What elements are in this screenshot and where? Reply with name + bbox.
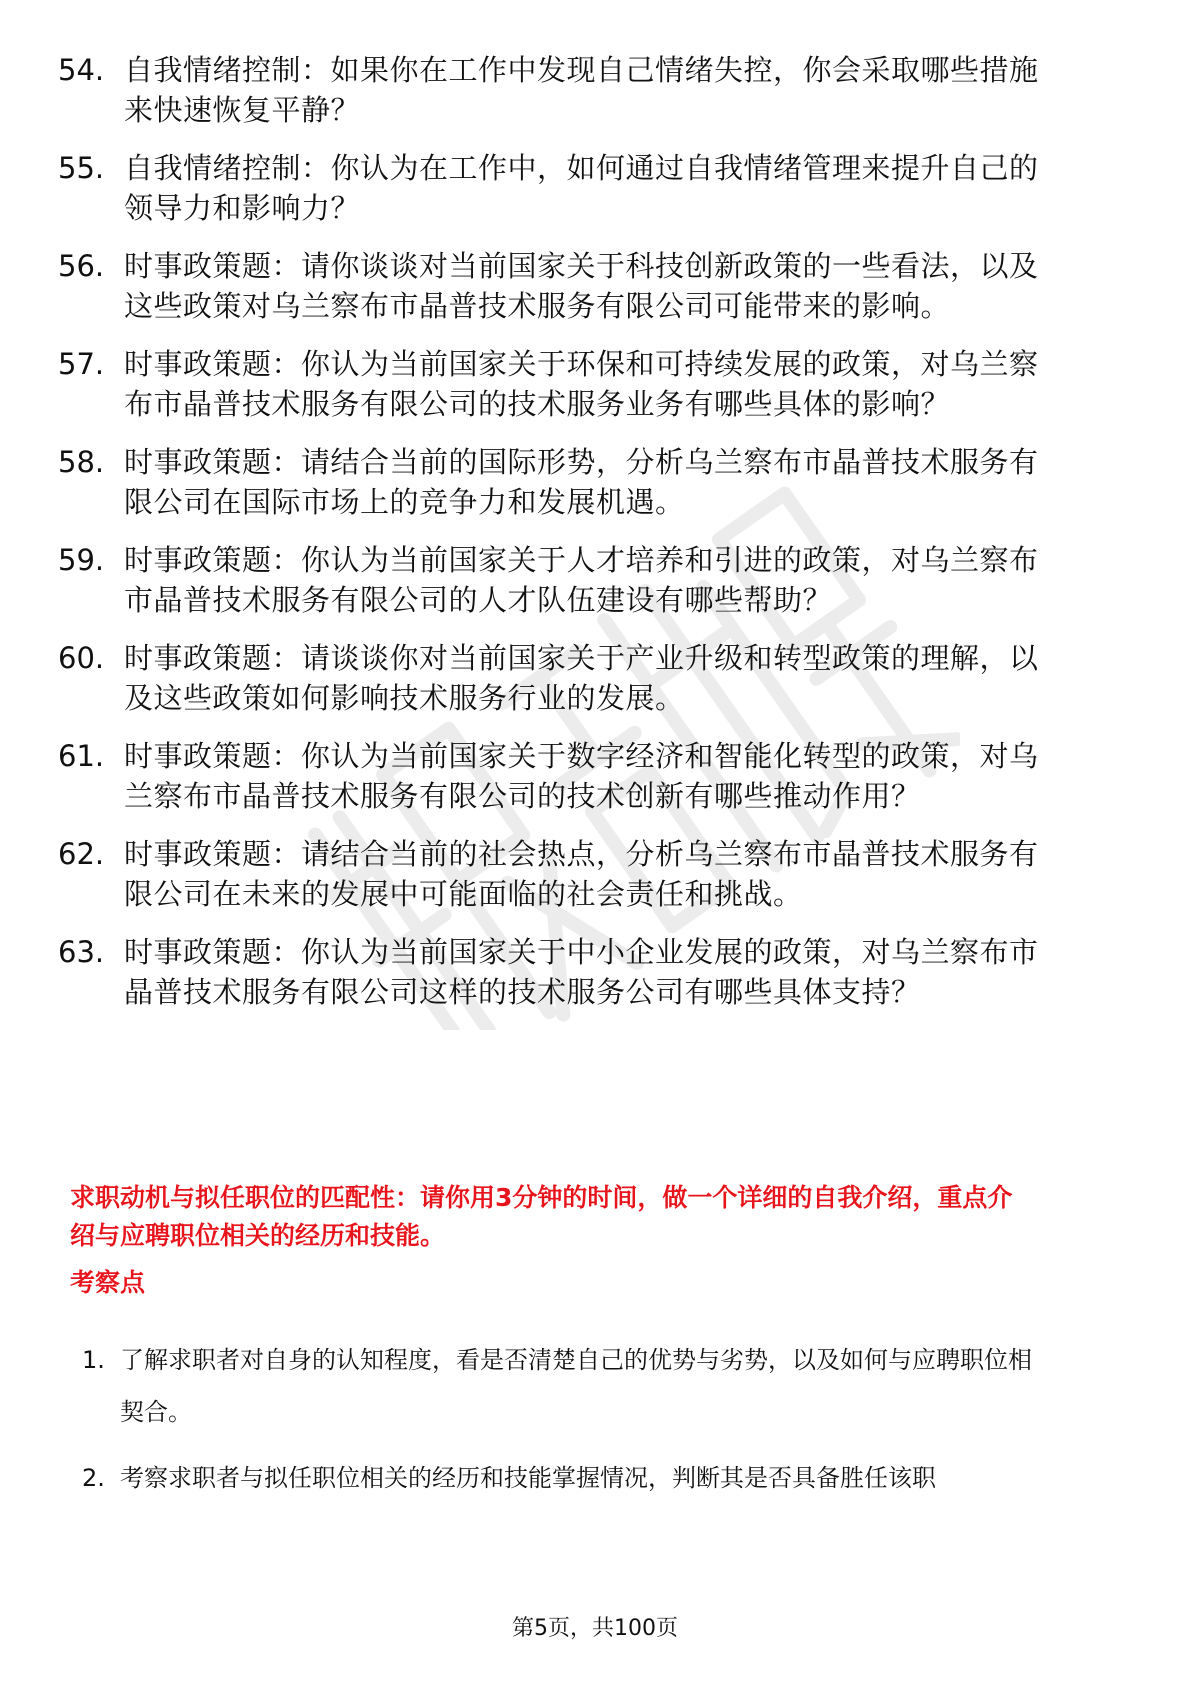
question-item — [0, 638, 1190, 718]
question-item — [0, 50, 1190, 130]
question-item — [0, 932, 1190, 1012]
question-number: 58. — [58, 445, 105, 479]
question-item — [0, 736, 1190, 816]
question-item — [0, 344, 1190, 424]
focus-point-text: 了解求职者对自身的认知程度，看是否清楚自己的优势与劣势，以及如何与应聘职位相契合。 — [120, 1346, 1032, 1426]
question-text: 自我情绪控制：你认为在工作中，如何通过自我情绪管理来提升自己的领导力和影响力？ — [124, 151, 1039, 225]
question-item — [0, 246, 1190, 326]
question-item — [0, 540, 1190, 620]
question-number: 55. — [58, 151, 105, 185]
focus-point-number: 2. — [82, 1464, 105, 1492]
question-item — [0, 148, 1190, 228]
question-text: 时事政策题：你认为当前国家关于中小企业发展的政策，对乌兰察布市晶普技术服务有限公司这样的技术服务公司有哪些具体支持？ — [124, 935, 1039, 1009]
question-text: 时事政策题：你认为当前国家关于人才培养和引进的政策，对乌兰察布市晶普技术服务有限公司的人才队伍建设有哪些帮助？ — [124, 543, 1039, 617]
question-item — [0, 442, 1190, 522]
focus-heading: 考察点 — [70, 1268, 146, 1297]
question-text: 时事政策题：请结合当前的国际形势，分析乌兰察布市晶普技术服务有限公司在国际市场上的竞争力和发展机遇。 — [124, 445, 1039, 519]
question-number: 63. — [58, 935, 105, 969]
focus-point-text: 考察求职者与拟任职位相关的经历和技能掌握情况，判断其是否具备胜任该职 — [120, 1464, 936, 1492]
question-number: 59. — [58, 543, 105, 577]
question-text: 时事政策题：你认为当前国家关于数字经济和智能化转型的政策，对乌兰察布市晶普技术服务有限公司的技术创新有哪些推动作用？ — [124, 739, 1039, 813]
question-item — [0, 834, 1190, 914]
question-number: 54. — [58, 53, 105, 87]
focus-point-list — [0, 1334, 1190, 1518]
question-text: 时事政策题：请结合当前的社会热点，分析乌兰察布市晶普技术服务有限公司在未来的发展中可能面临的社会责任和挑战。 — [124, 837, 1039, 911]
question-text: 时事政策题：请谈谈你对当前国家关于产业升级和转型政策的理解，以及这些政策如何影响技术服务行业的发展。 — [124, 641, 1039, 715]
question-number: 60. — [58, 641, 105, 675]
focus-point — [0, 1334, 1190, 1438]
focus-point — [0, 1452, 1190, 1504]
page-footer: 第5页，共100页 — [512, 1616, 678, 1641]
question-number: 62. — [58, 837, 105, 871]
question-number: 61. — [58, 739, 105, 773]
question-number: 57. — [58, 347, 105, 381]
question-text: 自我情绪控制：如果你在工作中发现自己情绪失控，你会采取哪些措施来快速恢复平静？ — [124, 53, 1039, 127]
question-number: 56. — [58, 249, 105, 283]
focus-point-number: 1. — [82, 1346, 105, 1374]
section-title: 求职动机与拟任职位的匹配性：请你用3分钟的时间，做一个详细的自我介绍，重点介绍与应聘职位相关的经历和技能。 — [70, 1183, 1013, 1250]
question-text: 时事政策题：你认为当前国家关于环保和可持续发展的政策，对乌兰察布市晶普技术服务有限公司的技术服务业务有哪些具体的影响？ — [124, 347, 1039, 421]
question-text: 时事政策题：请你谈谈对当前国家关于科技创新政策的一些看法，以及这些政策对乌兰察布市晶普技术服务有限公司可能带来的影响。 — [124, 249, 1039, 323]
question-list — [0, 50, 1190, 1030]
